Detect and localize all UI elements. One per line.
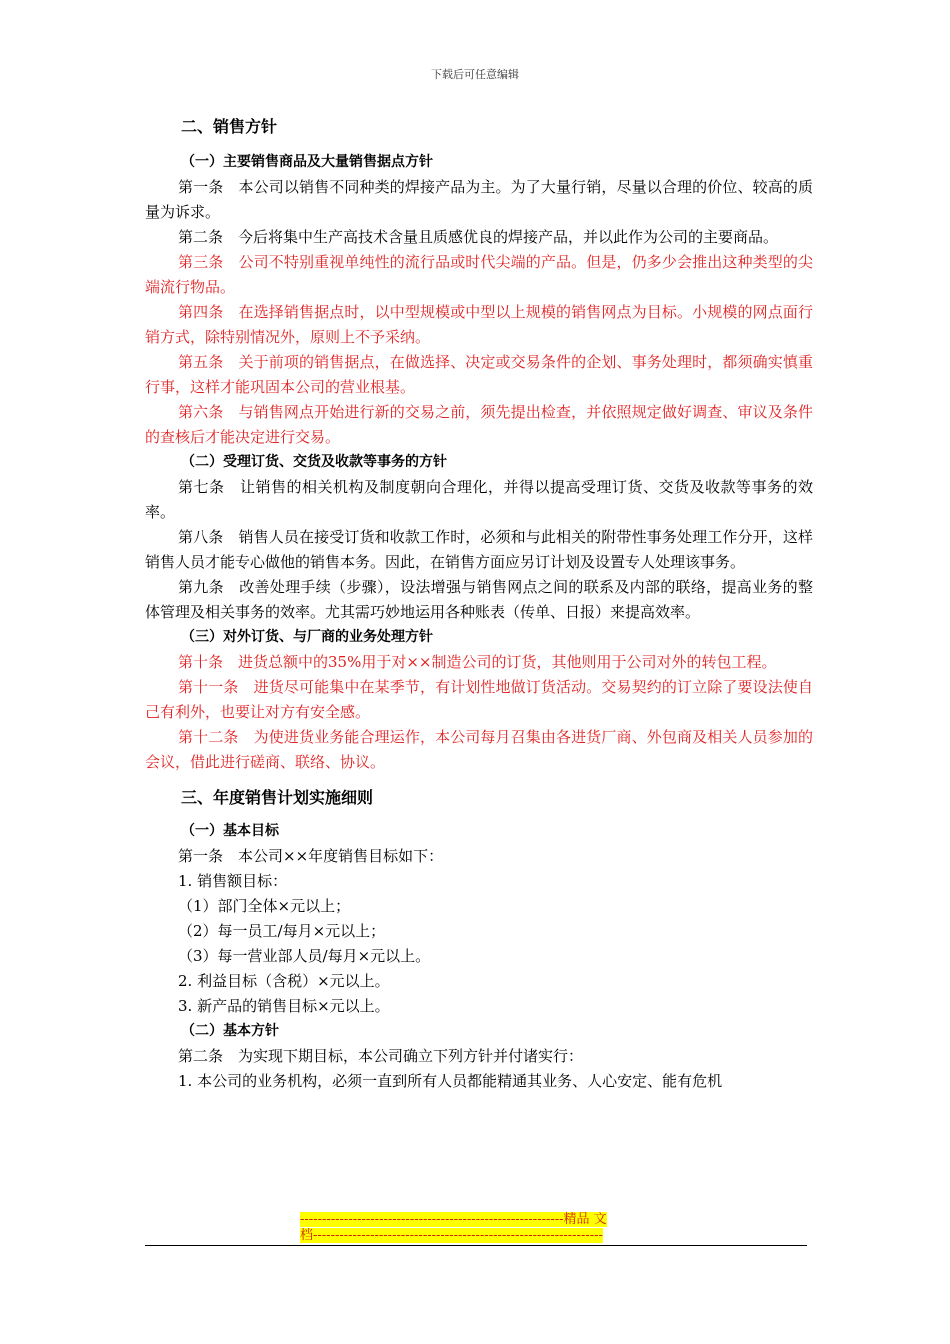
article-s3-1: 第一条 本公司××年度销售目标如下： [178,847,444,865]
footer-banner-text: ------------------------------------------------------------精品 文 [300,1212,607,1227]
article-12: 第十二条 为使进货业务能合理运作，本公司每月召集由各进货厂商、外包商及相关人员参加的会议，借此进行磋商、联络、协议。 [145,728,813,771]
policy-item: 1. 本公司的业务机构，必须一直到所有人员都能精通其业务、人心安定、能有危机 [178,1072,723,1090]
goal-item: 1. 销售额目标： [178,872,288,890]
goal-item: 3. 新产品的销售目标×元以上。 [178,997,390,1015]
document-body [145,112,813,1094]
article-9: 第九条 改善处理手续（步骤），设法增强与销售网点之间的联系及内部的联络，提高业务的整体管理及相关事务的效率。尤其需巧妙地运用各种账表（传单、日报）来提高效率。 [145,578,813,621]
goal-subitem: （2）每一员工/每月×元以上； [178,922,386,940]
article-10: 第十条 进货总额中的35%用于对××制造公司的订货，其他则用于公司对外的转包工程。 [178,653,777,671]
section-title: 二、销售方针 [181,117,278,136]
article-3: 第三条 公司不特别重视单纯性的流行品或时代尖端的产品。但是，仍多少会推出这种类型的尖端流行物品。 [145,253,813,296]
article-5: 第五条 关于前项的销售据点，在做选择、决定或交易条件的企划、事务处理时，都须确实慎重行事，这样才能巩固本公司的营业根基。 [145,353,813,396]
article-11: 第十一条 进货尽可能集中在某季节，有计划性地做订货活动。交易契约的订立除了要设法使自己有利外，也要让对方有安全感。 [145,678,813,721]
header-note: 下载后可任意编辑 [431,68,519,81]
footer-banner-text: 档------------------------------------------------------------------ [300,1228,603,1243]
article-8: 第八条 销售人员在接受订货和收款工作时，必须和与此相关的附带性事务处理工作分开，这样销售人员才能专心做他的销售本务。因此，在销售方面应另订计划及设置专人处理该事务。 [145,528,813,571]
subsection-title: （二）基本方针 [181,1023,279,1039]
article-7: 第七条 让销售的相关机构及制度朝向合理化，并得以提高受理订货、交货及收款等事务的效率。 [145,478,813,521]
subsection-title: （三）对外订货、与厂商的业务处理方针 [181,629,433,645]
article-2: 第二条 今后将集中生产高技术含量且质感优良的焊接产品，并以此作为公司的主要商品。 [178,228,779,246]
subsection-title: （一）基本目标 [181,823,279,839]
footer-banner [300,1212,650,1244]
footer-banner-line [300,1212,650,1228]
article-s3-2: 第二条 为实现下期目标，本公司确立下列方针并付诸实行： [178,1047,584,1065]
goal-subitem: （1）部门全体×元以上； [178,897,351,915]
subsection-title: （一）主要销售商品及大量销售据点方针 [181,154,433,170]
section-title: 三、年度销售计划实施细则 [181,788,374,807]
goal-item: 2. 利益目标（含税）×元以上。 [178,972,390,990]
article-1: 第一条 本公司以销售不同种类的焊接产品为主。为了大量行销，尽量以合理的价位、较高的质量为诉求。 [145,178,813,221]
goal-subitem: （3）每一营业部人员/每月×元以上。 [178,947,431,965]
footer-banner-line [300,1228,650,1244]
article-4: 第四条 在选择销售据点时，以中型规模或中型以上规模的销售网点为目标。小规模的网点面行销方式，除特别情况外，原则上不予采纳。 [145,303,813,346]
article-6: 第六条 与销售网点开始进行新的交易之前，须先提出检查，并依照规定做好调查、审议及条件的查核后才能决定进行交易。 [145,403,813,446]
footer-divider [145,1245,807,1246]
subsection-title: （二）受理订货、交货及收款等事务的方针 [181,454,447,470]
